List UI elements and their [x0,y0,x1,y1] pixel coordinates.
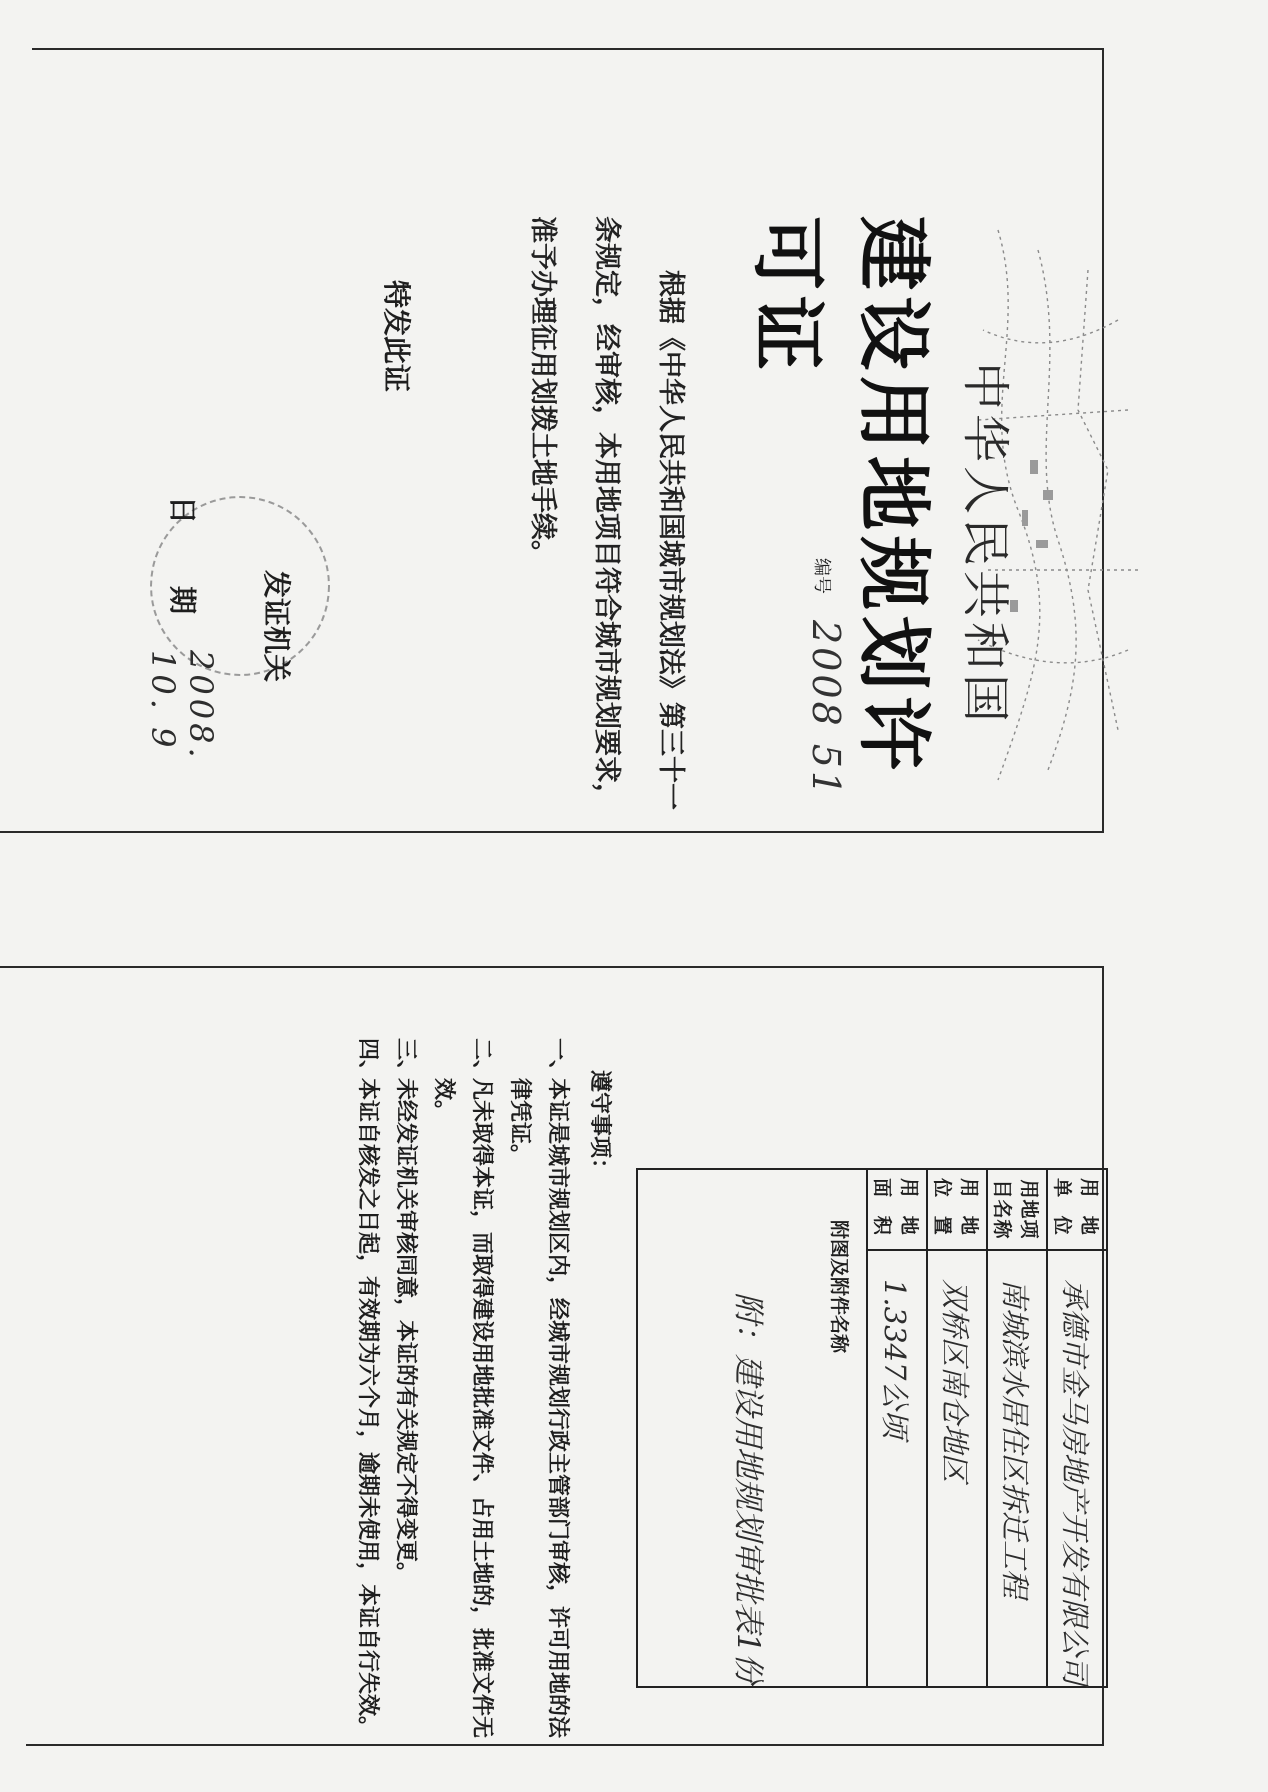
table-row [987,1169,1047,1687]
issue-date-label [164,496,204,614]
list-item [424,1038,500,1738]
approval-statement: 根据《中华人民共和国城市规划法》第三十一条规定，经审核，本用地项目符合城市规划要求，准予办理征用划拨土地手续。 [527,216,686,810]
certificate-title: 建设用地规划许可证 [744,216,936,776]
regulation-text: 凡未取得本证，而取得建设用地批准文件、占用土地的，批准文件无效。 [431,1078,494,1739]
list-item [500,1038,576,1738]
regulation-number: 三、 [393,1038,418,1083]
land-location-value: 双桥区南仓地区 [927,1250,987,1687]
land-area-label: 用 地 面 积 [867,1169,927,1250]
land-unit-value: 承德市金马房地产开发有限公司 [1047,1250,1107,1687]
land-info-table [636,1168,1108,1688]
certificate-details [58,968,1148,1748]
regulations-title: 遵守事项： [587,1070,612,1181]
table-row [1047,1169,1107,1687]
attachments-label: 附图及附件名称 [828,1220,850,1354]
land-area-value: 1.3347公顷 [867,1250,927,1687]
land-location-label: 用 地 位 置 [927,1169,987,1250]
date-label-char-2: 期 [166,586,199,615]
certificate-face [48,60,1148,810]
date-label-char-1: 日 [166,496,199,525]
country-name: 中华人民共和国 [957,362,1013,727]
table-row [927,1169,987,1687]
regulation-number: 四、 [355,1038,380,1083]
regulations [348,1038,618,1738]
land-unit-label: 用 地 单 位 [1047,1169,1107,1250]
issue-date-value: 2008. 10. 9 [144,650,220,762]
regulation-text: 未经发证机关审核同意，本证的有关规定不得变更。 [393,1078,418,1585]
regulation-number: 一、 [545,1038,570,1083]
attachments-value: 附：建设用地规划审批表1份 [730,1292,766,1684]
special-issue-text: 特发此证 [380,280,413,393]
table-row [637,1169,867,1687]
issuing-authority-label: 发证机关 [260,570,293,683]
serial-number-value: 2008 51 [804,620,848,799]
list-item [386,1038,424,1738]
attachments-cell [637,1169,867,1687]
project-name-value: 南城滨水居住区拆迁工程 [987,1250,1047,1687]
regulation-text: 本证自核发之日起，有效期为六个月，逾期未使用，本证自行失效。 [355,1078,380,1739]
serial-number-label: 编号 [811,558,832,594]
regulation-number: 二、 [469,1038,494,1083]
top-page-frame-top [32,48,1104,50]
regulation-text: 本证是城市规划区内，经城市规划行政主管部门审核，许可用地的法律凭证。 [507,1078,570,1739]
table-row [867,1169,927,1687]
list-item [348,1038,386,1738]
project-name-label: 用地项目名称 [987,1169,1047,1250]
